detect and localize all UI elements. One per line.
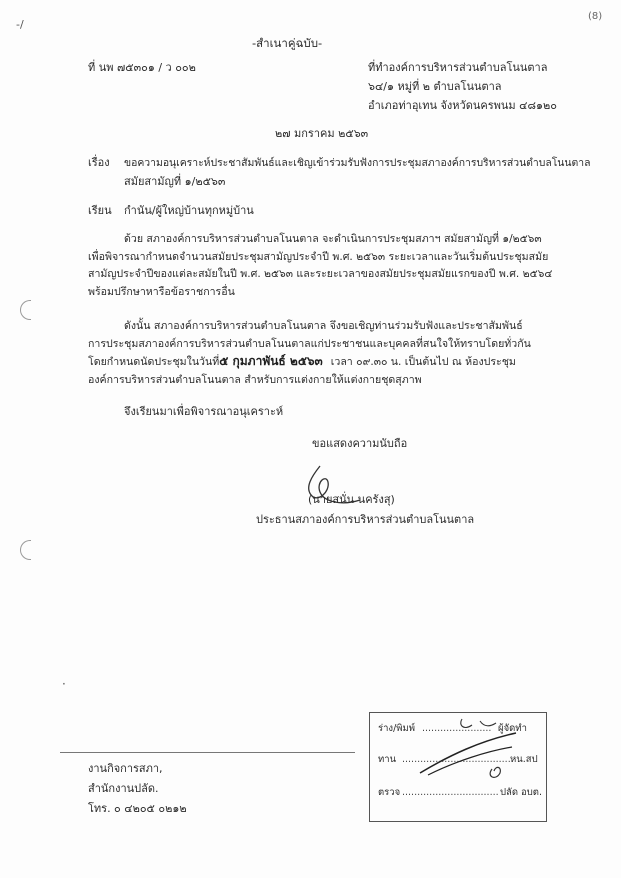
- stray-mark: ·: [62, 677, 66, 691]
- handwritten-meeting-date: ๕ กุมภาพันธ์ ๒๕๖๓: [219, 354, 323, 368]
- paragraph-2: [88, 318, 531, 389]
- routing-row1-dots: .......................: [422, 723, 492, 734]
- punch-hole-mark: [20, 540, 31, 560]
- routing-row3-right: ปลัด อบต.: [500, 787, 542, 798]
- signer-name: (นายสนั่น นครังสุ): [308, 493, 395, 506]
- meeting-time-suffix: เวลา ๐๙.๓๐ น. เป็นต้นไป ณ ห้องประชุม: [330, 356, 516, 368]
- subject-line1: ขอความอนุเคราะห์ประชาสัมพันธ์และเชิญเข้าร่วมรับฟังการประชุมสภาองค์การบริหารส่วนตำบลโนนตาล: [124, 157, 591, 169]
- routing-row2-dots: .....................................: [402, 754, 514, 765]
- routing-row2-right: หน.สป: [510, 754, 538, 765]
- corner-mark: -/: [16, 18, 24, 31]
- routing-box: [369, 712, 547, 822]
- routing-initials-mark: [400, 715, 530, 805]
- punch-hole-mark: [20, 300, 31, 320]
- routing-row1-left: ร่าง/พิมพ์: [378, 723, 416, 734]
- org-address-line3: อำเภอท่าอุเทน จังหวัดนครพนม ๔๘๑๒๐: [368, 99, 557, 112]
- signer-title: ประธานสภาองค์การบริหารส่วนตำบลโนนตาล: [256, 513, 475, 526]
- paragraph-2-line: การประชุมสภาองค์การบริหารส่วนตำบลโนนตาลแก่ประชาชนและบุคคลที่สนใจให้ทราบโดยทั่วกัน: [88, 337, 531, 350]
- routing-row1-right: ผู้จัดทำ: [498, 723, 527, 734]
- reference-number: ที่ นพ ๗๕๓๐๑ / ว ๐๐๒: [88, 61, 196, 74]
- meeting-date-prefix: โดยกำหนดนัดประชุมในวันที่: [88, 356, 220, 368]
- sign-off: ขอแสดงความนับถือ: [312, 437, 408, 450]
- office-phone: โทร. ๐ ๔๒๐๕ ๐๒๑๒: [88, 802, 187, 815]
- closing-request: จึงเรียนมาเพื่อพิจารณาอนุเคราะห์: [124, 405, 284, 418]
- copy-label: -สำเนาคู่ฉบับ-: [252, 36, 323, 50]
- paragraph-1-line: ด้วย สภาองค์การบริหารส่วนตำบลโนนตาล จะดำเนินการประชุมสภาฯ สมัยสามัญที่ ๑/๒๕๖๓: [124, 233, 542, 245]
- paragraph-2-line: ดังนั้น สภาองค์การบริหารส่วนตำบลโนนตาล จึงขอเชิญท่านร่วมรับฟังและประชาสัมพันธ์: [124, 320, 523, 332]
- paragraph-1-line: เพื่อพิจารณากำหนดจำนวนสมัยประชุมสามัญประจำปี พ.ศ. ๒๕๖๓ ระยะเวลาและวันเริ่มต้นประชุมสมัย: [88, 250, 549, 263]
- routing-row3-left: ตรวจ: [378, 787, 401, 798]
- recipient-label: เรียน: [88, 204, 112, 217]
- paragraph-1-line: สามัญประจำปีของแต่ละสมัยในปี พ.ศ. ๒๕๖๓ และระยะเวลาของสมัยประชุมสมัยแรกของปี พ.ศ. ๒๕๖๔: [88, 268, 553, 280]
- routing-row3-dots: ................................: [402, 787, 499, 798]
- subject-line2: สมัยสามัญที่ ๑/๒๕๖๓: [124, 175, 226, 188]
- office-line2: สำนักงานปลัด.: [88, 782, 159, 795]
- subject-label: เรื่อง: [88, 156, 110, 169]
- office-line1: งานกิจการสภา,: [88, 762, 163, 775]
- routing-row2-left: ทาน: [378, 754, 397, 765]
- page-number-mark: (8): [588, 11, 603, 22]
- paragraph-1-line: พร้อมปรึกษาหารือข้อราชการอื่น: [88, 285, 235, 298]
- paragraph-1: [88, 231, 552, 301]
- org-address-line1: ที่ทำองค์การบริหารส่วนตำบลโนนตาล: [368, 61, 548, 74]
- paragraph-2-line: องค์การบริหารส่วนตำบลโนนตาล สำหรับการแต่งกายให้แต่งกายชุดสุภาพ: [88, 373, 422, 386]
- letter-date: ๒๗ มกราคม ๒๕๖๓: [275, 127, 369, 140]
- org-address-line2: ๖๔/๑ หมู่ที่ ๒ ตำบลโนนตาล: [368, 80, 502, 93]
- recipient-value: กำนัน/ผู้ใหญ่บ้านทุกหมู่บ้าน: [124, 204, 254, 217]
- paragraph-2-line-3: [88, 353, 531, 372]
- office-divider: [60, 752, 355, 753]
